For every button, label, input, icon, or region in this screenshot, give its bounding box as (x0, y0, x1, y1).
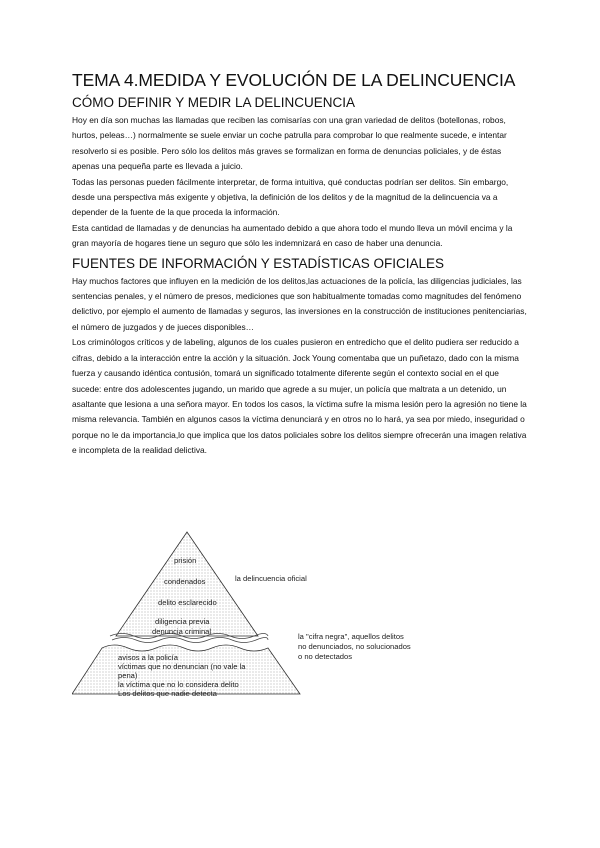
pyramid-drawing (72, 530, 532, 700)
paragraph: Esta cantidad de llamadas y de denuncias ha aumentado debido a que ahora todo el mundo lleva un móvil encima y la gran mayoría de hogares tiene un seguro que sólo les indemnizará en caso de haber una denuncia. (72, 222, 513, 249)
document-page (72, 70, 530, 459)
pyramid-label: delito esclarecido (158, 598, 217, 607)
pyramid-label: víctimas que no denuncian (no vale la (118, 662, 246, 671)
pyramid-label: pena) (118, 671, 138, 680)
pyramid-label: la víctima que no lo considera delito (118, 680, 239, 689)
pyramid-label: avisos a la policía (118, 653, 178, 662)
document-title: TEMA 4.MEDIDA Y EVOLUCIÓN DE LA DELINCUENCIA (72, 70, 516, 90)
side-label-dark-figure: o no detectados (298, 652, 353, 661)
section-heading-definir: CÓMO DEFINIR Y MEDIR LA DELINCUENCIA (72, 95, 356, 110)
pyramid-label: diligencia previa (155, 617, 210, 626)
pyramid-label: condenados (164, 577, 206, 586)
paragraph: Hay muchos factores que influyen en la medición de los delitos,las actuaciones de la policía, las diligencias judiciales, las sentencias penales, y el número de presos, mediciones que son habitualmente tomadas como magnitudes del fenómeno delictivo, por ejemplo el aumento de llamadas y seguros, las inversiones en la construcción de instituciones penitenciarias, el número de juzgados y de jueces disponibles… (72, 275, 527, 332)
pyramid-label: denuncia criminal (152, 627, 212, 636)
paragraph: Hoy en día son muchas las llamadas que reciben las comisarías con una gran variedad de delitos (botellonas, robos, hurtos, peleas…) normalmente se suele enviar un coche patrulla para comprobar lo que realmente sucede, e intentar resolverlo si es posible. Pero sólo los delitos más graves se formalizan en forma de denuncias policiales, y de éstas apenas una pequeña parte es llevada a juicio. (72, 115, 507, 172)
section-heading-fuentes: FUENTES DE INFORMACIÓN Y ESTADÍSTICAS OFICIALES (72, 255, 445, 271)
pyramid-label: prisión (174, 556, 197, 565)
side-label-dark-figure: la "cifra negra", aquellos delitos (298, 632, 404, 641)
paragraph: Los criminólogos críticos y de labeling, algunos de los cuales pusieron en entredicho que el delito pudiera ser reducido a cifras, debido a la interacción entre la acción y la situación. Jock Young comentaba que un puñetazo, dado con la misma fuerza y causando idéntica contusión, tomará un significado totalmente diferente según el contexto social en el que sucede: entre dos adolescentes jugando, un marido que agrede a su mujer, un policía que maltrata a un detenido, un asaltante que lesiona a una señora mayor. En todos los casos, la víctima sufre la misma lesión pero la agresión no tiene la misma relevancia. También en algunos casos la víctima denunciará y en otros no lo hará, ya sea por miedo, inseguridad o porque no le da importancia,lo que implica que los datos policiales sobre los delitos siempre ofrecerán una imagen relativa e incompleta de la realidad delictiva. (72, 337, 527, 456)
side-label-official: la delincuencia oficial (235, 574, 307, 583)
pyramid-label: Los delitos que nadie detecta (118, 689, 217, 698)
paragraph: Todas las personas pueden fácilmente interpretar, de forma intuitiva, qué conductas podrían ser delitos. Sin embargo, desde una perspectiva más exigente y objetiva, la definición de los delitos y de la magnitud de la delincuencia va a depender de la fuente de la que proceda la información. (72, 176, 509, 218)
side-label-dark-figure: no denunciados, no solucionados (298, 642, 411, 651)
iceberg-pyramid-figure (72, 530, 532, 700)
